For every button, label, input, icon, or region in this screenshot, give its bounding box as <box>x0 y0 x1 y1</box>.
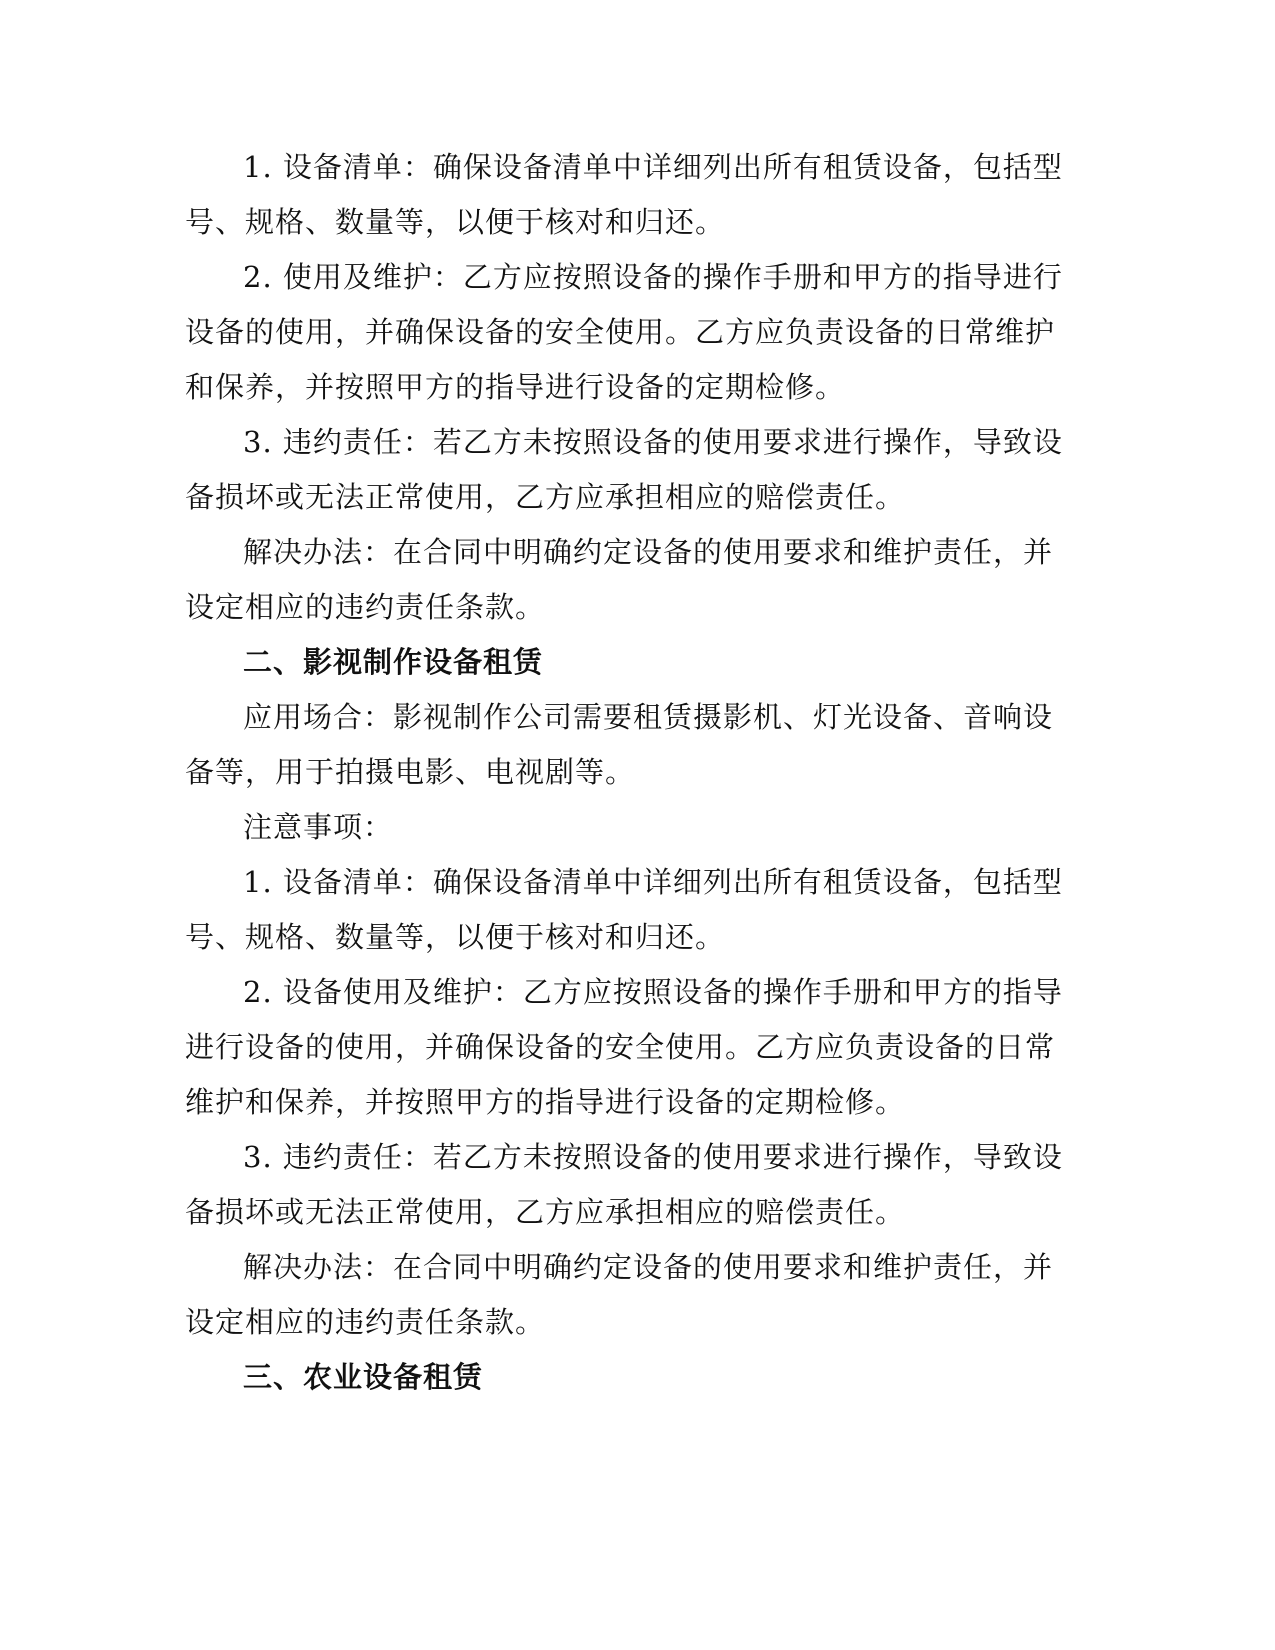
list-item-liability: 3. 违约责任：若乙方未按照设备的使用要求进行操作，导致设备损坏或无法正常使用，乙方应承担相应的赔偿责任。 <box>185 425 1063 514</box>
solution-paragraph: 解决办法：在合同中明确约定设备的使用要求和维护责任，并设定相应的违约责任条款。 <box>185 535 1054 624</box>
document-body <box>185 140 1065 1405</box>
list-item-use-maintenance: 2. 设备使用及维护：乙方应按照设备的操作手册和甲方的指导进行设备的使用，并确保设备的安全使用。乙方应负责设备的日常维护和保养，并按照甲方的指导进行设备的定期检修。 <box>185 975 1063 1119</box>
list-item-equipment-list: 1. 设备清单：确保设备清单中详细列出所有租赁设备，包括型号、规格、数量等，以便于核对和归还。 <box>185 150 1063 239</box>
application-paragraph: 应用场合：影视制作公司需要租赁摄影机、灯光设备、音响设备等，用于拍摄电影、电视剧等。 <box>185 700 1054 789</box>
solution-paragraph: 解决办法：在合同中明确约定设备的使用要求和维护责任，并设定相应的违约责任条款。 <box>185 1250 1054 1339</box>
list-item-use-maintenance: 2. 使用及维护：乙方应按照设备的操作手册和甲方的指导进行设备的使用，并确保设备的安全使用。乙方应负责设备的日常维护和保养，并按照甲方的指导进行设备的定期检修。 <box>185 260 1063 404</box>
list-item-liability: 3. 违约责任：若乙方未按照设备的使用要求进行操作，导致设备损坏或无法正常使用，乙方应承担相应的赔偿责任。 <box>185 1140 1063 1229</box>
list-item-equipment-list: 1. 设备清单：确保设备清单中详细列出所有租赁设备，包括型号、规格、数量等，以便于核对和归还。 <box>185 865 1063 954</box>
section-heading-film-equipment: 二、影视制作设备租赁 <box>243 645 544 679</box>
section-heading-agricultural-equipment: 三、农业设备租赁 <box>243 1360 484 1394</box>
notes-label: 注意事项： <box>243 810 394 844</box>
